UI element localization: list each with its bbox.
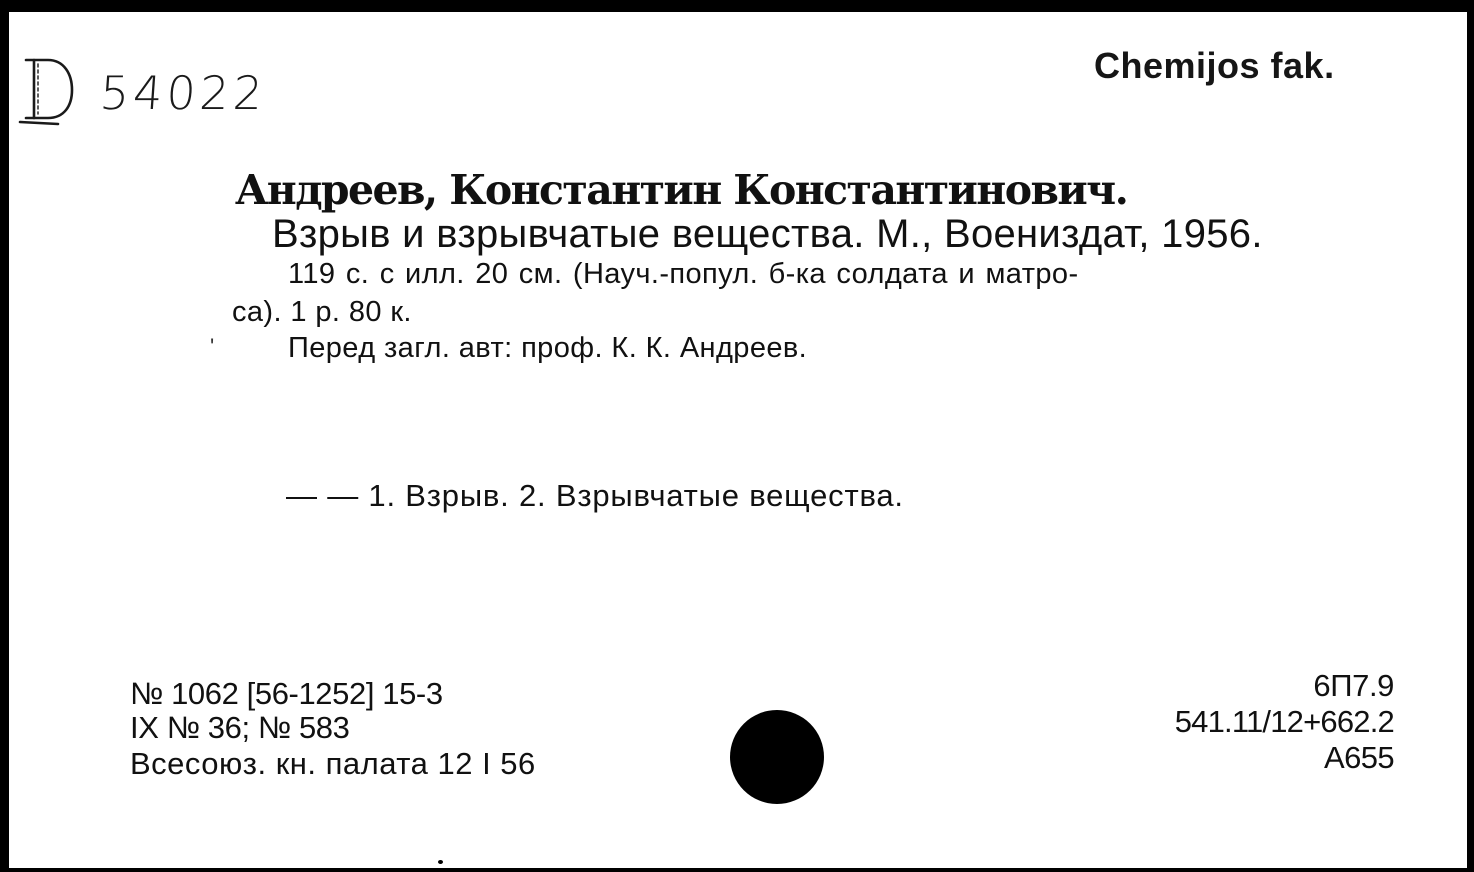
scan-speck [438,860,443,864]
call-number: 54022 [98,66,269,120]
author-heading: Андреев, Константин Константинович. [235,166,1128,214]
registration-line: IX № 36; № 583 [130,710,350,745]
margin-tick: ' [210,334,215,359]
call-mark-symbol [18,52,76,128]
collation-line-2: са). 1 р. 80 к. [232,296,412,328]
author-mark: А655 [1324,740,1394,775]
publisher-chamber-line: Всесоюз. кн. палата 12 I 56 [130,746,536,781]
library-stamp: Chemijos fak. [1094,45,1335,86]
udc-code: 541.11/12+662.2 [1174,704,1394,739]
collation-line-1: 119 с. с илл. 20 см. (Науч.-попул. б-ка солдата и матро- [288,258,1079,290]
card-number-line: № 1062 [56-1252] 15-3 [130,676,443,711]
classification-code: 6П7.9 [1313,668,1394,703]
title-line: Взрыв и взрывчатые вещества. М., Воениздат, 1956. [272,212,1263,256]
author-note: Перед загл. авт: проф. К. К. Андреев. [288,332,808,364]
subject-tracings: — — 1. Взрыв. 2. Взрывчатые вещества. [286,478,904,513]
card-punch-hole [730,710,824,804]
